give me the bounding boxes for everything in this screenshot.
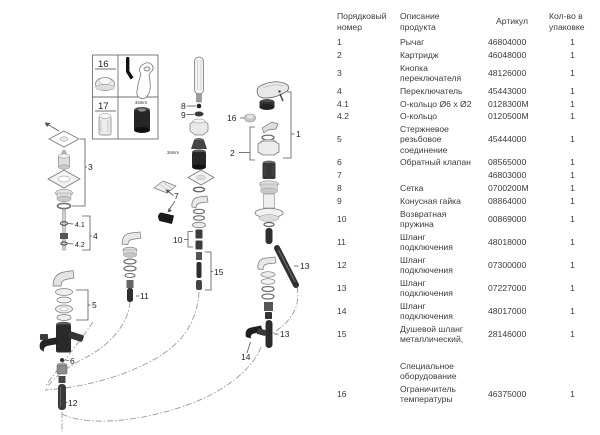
diagram-label-16: 16	[227, 113, 237, 123]
cell-num: 13	[337, 282, 347, 293]
diagram-label-3: 3	[88, 162, 93, 172]
diagram-label-13: 13	[280, 329, 290, 339]
cell-num: 8	[337, 183, 342, 194]
table-row	[337, 299, 596, 322]
cell-article: 07227000	[488, 282, 527, 293]
cell-num: 4.2	[337, 111, 349, 122]
header-ordinal-number: Порядковый номер	[337, 11, 387, 32]
cell-qty: 1	[570, 183, 575, 194]
table-row	[337, 253, 596, 276]
table-row	[337, 85, 596, 98]
diagram-label-4: 4	[93, 231, 98, 241]
diagram-label-10: 10	[173, 235, 183, 245]
diagram-label-15: 15	[214, 267, 224, 277]
cell-article: 0700200M	[488, 183, 529, 194]
section-row	[337, 359, 596, 382]
cell-article: 07300000	[488, 259, 527, 270]
table-row	[337, 169, 596, 182]
cell-num: 15	[337, 328, 347, 339]
hose-routing-lines	[45, 287, 298, 432]
parts-table	[337, 10, 596, 405]
diagram-label-6: 6	[70, 356, 75, 366]
cell-article: 0120500M	[488, 111, 529, 122]
cell-desc: Шланг подключения	[400, 254, 453, 275]
cell-desc: Переключатель	[400, 85, 463, 96]
table-row	[337, 322, 596, 345]
cell-article: 45444000	[488, 134, 527, 145]
table-row	[337, 110, 596, 123]
cell-num: 10	[337, 213, 347, 224]
cell-desc: Специальное оборудование	[400, 360, 457, 381]
cell-num: 14	[337, 305, 347, 316]
table-row	[337, 49, 596, 62]
table-row	[337, 382, 596, 405]
table-row	[337, 195, 596, 208]
header-qty-per-pack: Кол-во в упаковке	[549, 11, 585, 32]
hose11-assembly	[122, 232, 141, 302]
cell-num: 9	[337, 195, 342, 206]
cell-num	[337, 370, 400, 373]
diagram-label-16: 16	[98, 59, 109, 70]
diagram-label-4.1: 4.1	[75, 222, 85, 229]
cell-num: 2	[337, 50, 342, 61]
cell-qty: 1	[570, 98, 575, 109]
table-row	[337, 207, 596, 230]
diagram-label-14: 14	[241, 352, 251, 362]
cell-qty: 1	[570, 134, 575, 145]
cell-qty: 1	[570, 195, 575, 206]
diagram-label-2: 2	[230, 148, 235, 158]
cell-article: 08565000	[488, 157, 527, 168]
cell-qty: 1	[570, 85, 575, 96]
cell-desc: Конусная гайка	[400, 195, 461, 206]
diagram-label-5: 5	[92, 300, 97, 310]
cell-qty: 1	[570, 111, 575, 122]
cell-qty: 1	[570, 50, 575, 61]
cell-article: 48126000	[488, 67, 527, 78]
cell-num: 4	[337, 85, 342, 96]
cell-num: 1	[337, 37, 342, 48]
cell-desc: Картридж	[400, 50, 439, 61]
cell-qty: 1	[570, 213, 575, 224]
cell-num: 3	[337, 67, 342, 78]
inset-part-16-cap	[96, 78, 115, 91]
cell-article: 08864000	[488, 195, 527, 206]
diagram-label-8: 8	[181, 101, 186, 111]
cell-article: 48018000	[488, 236, 527, 247]
cell-qty: 1	[570, 67, 575, 78]
diagram-number-labels	[68, 59, 310, 408]
cell-desc: Шланг подключения	[400, 300, 453, 321]
cell-desc: Кнопка переключателя	[400, 62, 462, 84]
cell-desc	[400, 174, 488, 177]
cell-num: 11	[337, 236, 346, 247]
aerator-part-7	[154, 181, 176, 224]
cell-desc: Сетка	[400, 183, 424, 194]
cell-qty: 1	[570, 170, 575, 181]
cell-qty: 1	[570, 305, 575, 316]
cell-article: 45443000	[488, 85, 527, 96]
cell-num: 4.1	[337, 98, 349, 109]
cell-article: 28146000	[488, 328, 527, 339]
cell-desc: О-кольцо Ø6 x Ø2	[400, 98, 472, 109]
cell-qty: 1	[570, 37, 575, 48]
cell-num: 6	[337, 157, 342, 168]
cell-article: 46804000	[488, 37, 527, 48]
diagram-label-4.2: 4.2	[75, 242, 85, 249]
table-row	[337, 123, 596, 156]
cell-article: 46375000	[488, 388, 527, 399]
cell-num: 7	[337, 170, 342, 181]
hand-shower-assembly	[188, 57, 214, 290]
table-row	[337, 36, 596, 49]
diagram-label-11: 11	[140, 291, 149, 301]
cell-qty: 1	[570, 157, 575, 168]
socket-tool-34mm	[134, 107, 150, 133]
diagram-label-34mm: 34mm	[167, 150, 179, 155]
table-row	[337, 230, 596, 253]
diagram-label-34mm: 34mm	[135, 100, 147, 105]
cell-qty: 1	[570, 328, 575, 339]
cell-desc: Стержневое резьбовое соединение	[400, 124, 449, 155]
cell-article: 0128300M	[488, 98, 529, 109]
diagram-label-1: 1	[296, 129, 301, 139]
table-body	[337, 36, 596, 405]
table-row	[337, 97, 596, 110]
header-product-description: Описание продукта	[400, 11, 440, 32]
cell-article: 48017000	[488, 305, 527, 316]
diagram-label-7: 7	[174, 191, 179, 201]
cell-qty: 1	[570, 388, 575, 399]
diagram-label-12: 12	[68, 398, 78, 408]
cell-desc: Рычаг	[400, 37, 425, 48]
cell-desc: Ограничитель температуры	[400, 383, 457, 404]
cell-num: 16	[337, 388, 347, 399]
table-row	[337, 62, 596, 85]
cell-article	[488, 370, 549, 373]
cell-desc: О-кольцо	[400, 111, 438, 122]
cell-desc: Шланг подключения	[400, 277, 453, 298]
cell-desc: Обратный клапан	[400, 157, 471, 168]
diagram-label-17: 17	[98, 101, 109, 112]
inset-part-17-cartridge	[99, 114, 111, 135]
table-row	[337, 276, 596, 299]
cell-desc: Возвратная пружина	[400, 208, 447, 229]
mixer-assembly	[245, 82, 297, 348]
cell-article: 46803000	[488, 170, 527, 181]
diverter-assembly	[40, 123, 85, 411]
header-article: Артикул	[496, 16, 529, 27]
cell-qty: 1	[570, 282, 575, 293]
cell-desc: Шланг подключения	[400, 231, 453, 252]
table-row	[337, 156, 596, 169]
cell-num: 5	[337, 134, 342, 145]
diagram-label-13: 13	[300, 261, 310, 271]
diagram-label-9: 9	[181, 110, 186, 120]
table-header-row	[337, 10, 596, 33]
table-row	[337, 182, 596, 195]
cell-num: 12	[337, 259, 347, 270]
cell-qty: 1	[570, 259, 575, 270]
cell-article: 00869000	[488, 213, 527, 224]
cell-article: 46048000	[488, 50, 527, 61]
cell-qty: 1	[570, 236, 575, 247]
cell-desc: Душевой шланг металлический,	[400, 323, 464, 344]
cell-qty	[549, 370, 596, 373]
